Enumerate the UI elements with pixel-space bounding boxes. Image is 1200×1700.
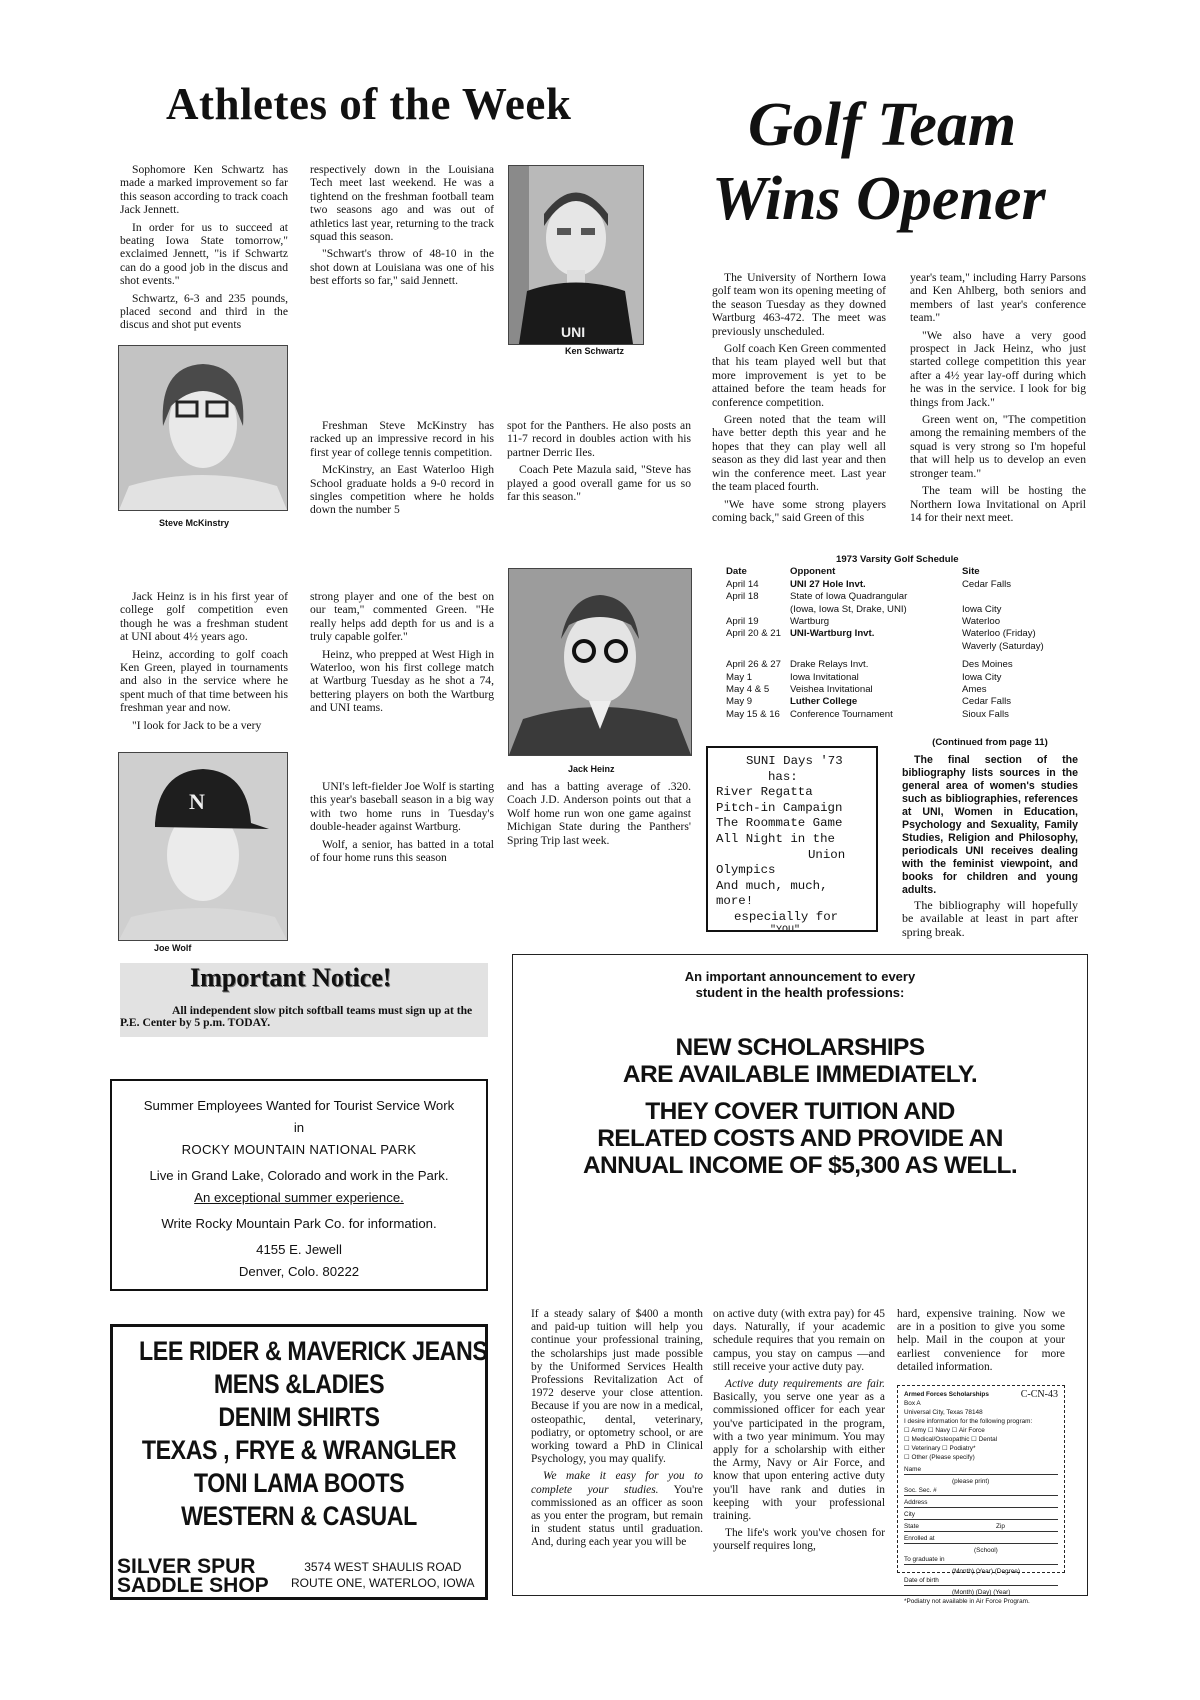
schedule-date: April 19 [726, 615, 759, 627]
schedule-header-row [726, 566, 1092, 578]
coupon-name-field[interactable] [904, 1465, 1058, 1475]
rocky-line-5: An exceptional summer experience. [194, 1190, 404, 1205]
heinz-column-1 [120, 590, 288, 736]
schedule-site: Waterloo [962, 615, 1001, 627]
bibliography-continued: (Continued from page 11) [932, 737, 1048, 748]
schwartz-p5: "Schwart's throw of 48-10 in the shot down at Louisiana was one of his best efforts so far," said Jennett. [310, 247, 494, 288]
coupon-addr-2: Box A [904, 1400, 921, 1407]
schedule-site: Des Moines [962, 659, 1013, 671]
scholarship-headline-2: ARE AVAILABLE IMMEDIATELY. [622, 1061, 978, 1088]
suni-title: SUNI Days '73 [746, 754, 843, 768]
schedule-title: 1973 Varsity Golf Schedule [836, 554, 959, 565]
scholarship-intro-2: student in the health professions: [695, 985, 905, 1000]
shop-address-1: 3574 WEST SHAULIS ROAD [304, 1560, 462, 1574]
wolf-photo [118, 752, 288, 941]
golf-column-1 [712, 271, 886, 528]
notice-title: Important Notice! [190, 963, 392, 992]
shop-name-2: SADDLE SHOP [117, 1574, 269, 1597]
scholarship-c2-lead [713, 1378, 885, 1523]
mckinstry-p1: Freshman Steve McKinstry has racked up an impressive record in his first year of college tennis competition. [310, 419, 494, 459]
scholarship-c1-rest: You're commissioned as an officer as soon as you enter the program, but remain in student status until graduation. And, during each year you will be [531, 1483, 703, 1549]
schedule-opponent: UNI 27 Hole Invt. [790, 578, 866, 590]
wolf-p1: UNI's left-fielder Joe Wolf is starting this year's baseball season in a big way with two home runs in Tuesday's double-header against Wartburg. [310, 780, 494, 834]
scholarship-column-2 [713, 1308, 885, 1558]
mckinstry-column-1 [310, 419, 494, 521]
coupon-address-label: Address [904, 1499, 928, 1506]
scholarship-ad [512, 954, 1088, 1605]
heinz-p4: strong player and one of the best on our team," commented Green. "He really helps add depth for us and is a truly capable golfer." [310, 590, 494, 644]
schwartz-caption: Ken Schwartz [565, 346, 625, 356]
coupon-grad-label: To graduate in [904, 1556, 945, 1563]
mckinstry-p2: McKinstry, an East Waterloo High School graduate holds a 9-0 record in singles competition where he holds down the number 5 [310, 463, 494, 517]
coupon-birth-note: (Month) (Day) (Year) [952, 1589, 1011, 1596]
heinz-column-2 [310, 590, 494, 719]
schwartz-column-1 [120, 163, 288, 336]
schedule-date: May 9 [726, 696, 753, 708]
coupon-state-field[interactable] [904, 1522, 1058, 1532]
mckinstry-p3: spot for the Panthers. He also posts an 11-7 record in doubles action with his partner Derric Iles. [507, 419, 691, 459]
scholarship-headline-5: ANNUAL INCOME OF $5,300 AS WELL. [582, 1152, 1018, 1179]
jeans-line-5: TONI LAMA BOOTS [193, 1468, 405, 1498]
important-notice [120, 963, 488, 1037]
coupon-code: C-CN-43 [1020, 1389, 1058, 1400]
coupon-footnote: *Podiatry not available in Air Force Program. [904, 1598, 1030, 1605]
schwartz-p2: In order for us to succeed at beating Iowa State tomorrow," exclaimed Jennett, "is if Schwartz can do a good job in the discus and shot events." [120, 220, 288, 288]
schedule-site: Ames [962, 683, 987, 695]
scholarship-coupon[interactable] [897, 1385, 1065, 1605]
schwartz-photo [508, 165, 644, 345]
coupon-option-2[interactable]: ☐ Medical/Osteopathic ☐ Dental [904, 1436, 998, 1443]
golf-c2p2: "We also have a very good prospect in Jack Heinz, who just started college competition this year after a 4½ year lay-off during which he was in the service. I look for big things from Jack." [910, 328, 1086, 409]
schedule-date: April 14 [726, 578, 759, 590]
wolf-p3: and has a batting average of .320. Coach J.D. Anderson points out that a Wolf home run won one game against Michigan State during the Panthers' Spring Trip last week. [507, 780, 691, 847]
jeans-line-3: DENIM SHIRTS [218, 1402, 380, 1432]
rocky-line-4: Live in Grand Lake, Colorado and work in the Park. [149, 1168, 449, 1183]
scholarship-c1-italic: We make it easy for you to complete your studies. [531, 1470, 703, 1496]
coupon-school-note: (School) [974, 1547, 998, 1554]
scholarship-headline-4: RELATED COSTS AND PROVIDE AN [597, 1125, 1003, 1152]
shop-name [117, 1557, 269, 1595]
schedule-row [726, 591, 1092, 603]
schedule-site: Cedar Falls [962, 578, 1012, 590]
shop-address-2: ROUTE ONE, WATERLOO, IOWA [291, 1576, 475, 1590]
bibliography-bold-text: The final section of the bibliography lists sources in the general area of women's studies such as bibliographies, references at UNI, Women in Education, Psychology and Sexuality, Family Studies, Religion and Philosophy, periodicals UNI receives dealing with the feminist viewpoint, and books for children and young adults. [902, 754, 1078, 896]
suni-item-6: Olympics [716, 863, 776, 878]
scholarship-c1: If a steady salary of $400 a month and paid-up tuition will help you continue your professional training, the scholarships just made possible by the Uniformed Services Health Professions Revitalization Act of 1972 deserve your close attention. Because if you are now in a medical, osteopathic, dental, veterinary, podiatry, or optometry school, or are working toward a PhD in Clinical Psychology, you may qualify. [531, 1308, 703, 1466]
schedule-site: Iowa City [962, 671, 1002, 683]
suni-item-9: "YOU" [770, 924, 801, 936]
scholarship-column-1 [531, 1308, 703, 1550]
scholarship-c2: on active duty (with extra pay) for 45 days. Naturally, if your academic schedule requires that you remain on campus, you stay on campus —and still receive your active duty pay. [713, 1308, 885, 1373]
rocky-line-7: 4155 E. Jewell [256, 1242, 342, 1257]
wolf-column-1 [310, 780, 494, 868]
schedule-date: May 4 & 5 [726, 683, 770, 695]
suni-item-5: Union [808, 847, 846, 862]
heinz-p2: Heinz, according to golf coach Ken Green, played in tournaments and also in the service where he spent much of that time between his freshman year and now. [120, 647, 288, 715]
schedule-site: Sioux Falls [962, 708, 1009, 720]
golf-column-2 [910, 271, 1086, 528]
golf-headline-2: Wins Opener [712, 165, 1046, 233]
coupon-grad-field[interactable] [904, 1555, 1058, 1565]
golf-c1p3: Green noted that the team will have better depth this year and he hopes that they can play well all season as they did last year and then win the conference meet. Last year the team placed fourth. [712, 413, 886, 494]
heinz-caption: Jack Heinz [568, 764, 615, 774]
coupon-birth-field[interactable] [904, 1576, 1058, 1586]
golf-schedule [726, 554, 1092, 721]
coupon-addr-1: Armed Forces Scholarships [904, 1391, 989, 1398]
suni-has: has: [768, 769, 798, 784]
rocky-line-3: ROCKY MOUNTAIN NATIONAL PARK [181, 1142, 417, 1157]
coupon-grad-note: (Month) (Year) (Degree) [952, 1568, 1020, 1575]
schedule-row [726, 684, 1092, 696]
coupon-option-1[interactable]: ☐ Army ☐ Navy ☐ Air Force [904, 1427, 985, 1434]
athletes-headline: Athletes of the Week [166, 79, 572, 129]
schedule-opponent: State of Iowa Quadrangular [790, 591, 908, 603]
schedule-opponent: Luther College [790, 696, 858, 708]
golf-c1p2: Golf coach Ken Green commented that his team played well but that more improvement is yet to be attained before the team heads for conference competition. [712, 342, 886, 409]
schedule-date: April 20 & 21 [726, 628, 781, 640]
coupon-enrolled-field[interactable] [904, 1534, 1058, 1544]
wolf-p2: Wolf, a senior, has batted in a total of four home runs this season [310, 837, 494, 865]
bibliography-block [902, 737, 1078, 939]
mckinstry-p4: Coach Pete Mazula said, "Steve has played a good overall game for us so far this season." [507, 463, 691, 504]
scholarship-c1-lead [531, 1470, 703, 1549]
golf-c2p1: year's team," including Harry Parsons and Ken Ahlberg, both seniors and members of last year's conference team." [910, 271, 1086, 325]
schedule-opponent: Drake Relays Invt. [790, 659, 869, 671]
coupon-addr-3: Universal City, Texas 78148 [904, 1409, 983, 1416]
schedule-rows [726, 579, 1092, 721]
coupon-birth-label: Date of birth [904, 1577, 939, 1584]
schedule-opponent: (Iowa, Iowa St, Drake, UNI) [790, 603, 907, 615]
coupon-city-field[interactable] [904, 1510, 1058, 1520]
suni-item-8: especially for [734, 909, 839, 924]
schedule-row [726, 659, 1092, 671]
jeans-line-4: TEXAS , FRYE & WRANGLER [141, 1435, 457, 1465]
wolf-caption: Joe Wolf [154, 943, 192, 953]
schedule-opponent: Conference Tournament [790, 708, 893, 720]
coupon-option-4[interactable]: ☐ Other (Please specify) [904, 1454, 975, 1461]
schedule-date: May 15 & 16 [726, 708, 780, 720]
silver-spur-ad [110, 1324, 488, 1600]
schwartz-column-2 [310, 163, 494, 292]
heinz-p5: Heinz, who prepped at West High in Waterloo, won his first college match at Wartburg Tuesday as he shot a 74, bettering players on both the Wartburg and UNI teams. [310, 647, 494, 715]
coupon-option-3[interactable]: ☐ Veterinary ☐ Podiatry* [904, 1445, 976, 1452]
shop-name-1: SILVER SPUR [117, 1555, 256, 1578]
schedule-date: April 18 [726, 591, 759, 603]
scholarship-headline-1: NEW SCHOLARSHIPS [675, 1034, 925, 1061]
scholarship-intro [513, 969, 1087, 1001]
wolf-column-2 [507, 780, 691, 851]
jeans-lines [139, 1335, 488, 1533]
bibliography-regular-text: The bibliography will hopefully be available at least in part after spring break. [902, 898, 1078, 939]
suni-item-1: River Regatta [716, 785, 813, 800]
suni-days-box [706, 746, 878, 936]
rocky-mountain-ad [110, 1079, 488, 1291]
scholarship-headline [513, 1034, 1087, 1179]
schedule-opponent: Iowa Invitational [790, 671, 859, 683]
schedule-row [726, 641, 1092, 653]
coupon-address-field[interactable] [904, 1498, 1058, 1508]
golf-headline-1: Golf Team [748, 91, 1017, 159]
coupon-ssn-field[interactable] [904, 1486, 1058, 1496]
scholarship-headline-3: THEY COVER TUITION AND [645, 1098, 955, 1125]
scholarship-c2-rest: Basically, you serve one year as a commissioned officer for each year you've participated in the program, with a two year minimum. You may apply for a scholarship with either the Army, Navy or Air Force, and know that upon entering active duty you'll have rank and duties in keeping with your professional training. [713, 1391, 885, 1523]
schedule-date: May 1 [726, 671, 753, 683]
scholarship-column-3 [897, 1308, 1065, 1378]
coupon-zip-label: Zip [996, 1523, 1005, 1530]
schedule-header-site: Site [962, 566, 980, 578]
scholarship-c2-end: The life's work you've chosen for yourself requires long, [713, 1527, 885, 1553]
golf-c1p1: The University of Northern Iowa golf team won its opening meeting of the season Tuesday as they downed Wartburg 463-472. The meet was previously unscheduled. [712, 271, 886, 338]
schedule-date: April 26 & 27 [726, 659, 781, 671]
mckinstry-caption: Steve McKinstry [159, 518, 230, 528]
coupon-state-label: State [904, 1523, 919, 1530]
scholarship-c2-italic: Active duty requirements are fair. [725, 1378, 885, 1391]
schedule-opponent: Wartburg [790, 615, 830, 627]
jeans-line-6: WESTERN & CASUAL [181, 1501, 417, 1531]
schedule-opponent: Veishea Invitational [790, 683, 873, 695]
mckinstry-column-2 [507, 419, 691, 507]
schedule-header-opponent: Opponent [790, 566, 836, 578]
suni-item-7: And much, much, more! [716, 878, 828, 909]
golf-c2p3: Green went on, "The competition among the remaining members of the squad is very strong so I'm hopeful that will help us to develop an even stronger team." [910, 413, 1086, 480]
suni-item-2: Pitch-in Campaign [716, 800, 843, 815]
schedule-row [726, 696, 1092, 708]
coupon-ssn-label: Soc. Sec. # [904, 1487, 937, 1494]
scholarship-intro-1: An important announcement to every [684, 969, 916, 984]
svg-text:N: N [189, 789, 205, 814]
jeans-line-1: LEE RIDER & MAVERICK JEANS [139, 1336, 488, 1366]
schedule-opponent: UNI-Wartburg Invt. [790, 628, 875, 640]
heinz-p1: Jack Heinz is in his first year of college golf competition even though he was a freshman student at UNI about 4½ years ago. [120, 590, 288, 644]
schedule-row [726, 709, 1092, 721]
golf-c1p4: "We have some strong players coming back," said Green of this [712, 497, 886, 524]
heinz-p3: "I look for Jack to be a very [132, 718, 262, 732]
schedule-site: Waterloo (Friday) [962, 628, 1036, 640]
golf-c2p4: The team will be hosting the Northern Iowa Invitational on April 14 for their next meet. [910, 484, 1086, 524]
shop-address [291, 1559, 475, 1591]
rocky-line-8: Denver, Colo. 80222 [238, 1264, 360, 1279]
coupon-enrolled-label: Enrolled at [904, 1535, 935, 1542]
schwartz-shirt-text: UNI [561, 324, 586, 340]
schedule-row [726, 579, 1092, 591]
schedule-row [726, 604, 1092, 616]
coupon-city-label: City [904, 1511, 916, 1518]
schedule-row [726, 672, 1092, 684]
suni-item-4: All Night in the [716, 831, 835, 846]
rocky-line-2: in [293, 1120, 305, 1135]
suni-item-3: The Roommate Game [716, 816, 843, 831]
heinz-photo [508, 568, 692, 756]
schedule-row [726, 628, 1092, 640]
schedule-site: Cedar Falls [962, 696, 1012, 708]
notice-body: All independent slow pitch softball teams must sign up at the P.E. Center by 5 p.m. TODAY. [120, 1004, 473, 1029]
coupon-name-label: Name [904, 1466, 922, 1473]
coupon-desire: I desire information for the following program: [904, 1418, 1033, 1425]
schwartz-p3: Schwartz, 6-3 and 235 pounds, placed second and third in the discus and shot put events [120, 291, 288, 332]
mckinstry-photo [118, 345, 288, 511]
schedule-row [726, 616, 1092, 628]
schwartz-p1: Sophomore Ken Schwartz has made a marked improvement so far this season according to track coach Jack Jennett. [120, 163, 288, 217]
coupon-print-note: (please print) [952, 1478, 990, 1485]
scholarship-c3: hard, expensive training. Now we are in a position to give you some help. Mail in the coupon at your earliest convenience for more detailed information. [897, 1308, 1065, 1373]
schedule-header-date: Date [726, 566, 747, 578]
jeans-line-2: MENS &LADIES [213, 1369, 385, 1399]
schedule-title-row [726, 554, 1092, 566]
rocky-line-6: Write Rocky Mountain Park Co. for information. [161, 1216, 437, 1231]
rocky-line-1: Summer Employees Wanted for Tourist Service Work [143, 1098, 455, 1113]
schedule-site: Waverly (Saturday) [962, 640, 1044, 652]
schwartz-p4: respectively down in the Louisiana Tech meet last weekend. He was a tightend on the freshman football team two seasons ago and was out of athletics last year, returning to the track squad this season. [310, 163, 494, 244]
schedule-site: Iowa City [962, 603, 1002, 615]
